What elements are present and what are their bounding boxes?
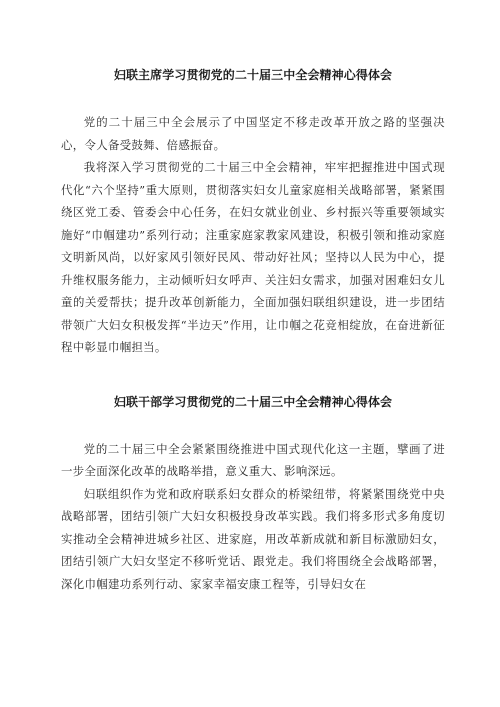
paragraph: 党的二十届三中全会紧紧围绕推进中国式现代化这一主题，擘画了进一步全面深化改革的战略举措，意义重大、影响深远。 xyxy=(61,441,445,478)
paragraph: 党的二十届三中全会展示了中国坚定不移走改革开放之路的坚强决心，令人备受鼓舞、倍感振奋。 xyxy=(61,115,445,152)
section-chairwoman xyxy=(61,66,445,359)
paragraph: 妇联组织作为党和政府联系妇女群众的桥梁纽带，将紧紧围绕党中央战略部署，团结引领广大妇女积极投身改革实践。我们将多形式多角度切实推动全会精神进城乡社区、进家庭，用改革新成就和新目标激励妇女，团结引领广大妇女坚定不移听党话、跟党走。我们将围绕全会战略部署，深化巾帼建功系列行动、家家幸福安康工程等，引导妇女在 xyxy=(61,486,445,591)
section-title: 妇联主席学习贯彻党的二十届三中全会精神心得体会 xyxy=(113,68,393,82)
section-body xyxy=(61,111,445,359)
section-title: 妇联干部学习贯彻党的二十届三中全会精神心得体会 xyxy=(113,394,393,409)
section-body xyxy=(61,438,445,596)
section-cadre xyxy=(61,393,445,596)
paragraph: 我将深入学习贯彻党的二十届三中全会精神，牢牢把握推进中国式现代化“六个坚持”重大原则，贯彻落实妇女儿童家庭相关战略部署，紧紧围绕区党工委、管委会中心任务，在妇女就业创业、乡村振兴等重要领域实施好“巾帼建功”系列行动；注重家庭家教家风建设，积极引领和推动家庭文明新风尚，以好家风引领好民风、带动好社风；坚持以人民为中心，提升维权服务能力，主动倾听妇女呼声、关注妇女需求，加强对困难妇女儿童的关爱帮扶；提升改革创新能力，全面加强妇联组织建设，进一步团结带领广大妇女积极发挥“半边天”作用，让巾帼之花竞相绽放，在奋进新征程中彰显巾帼担当。 xyxy=(61,160,445,354)
